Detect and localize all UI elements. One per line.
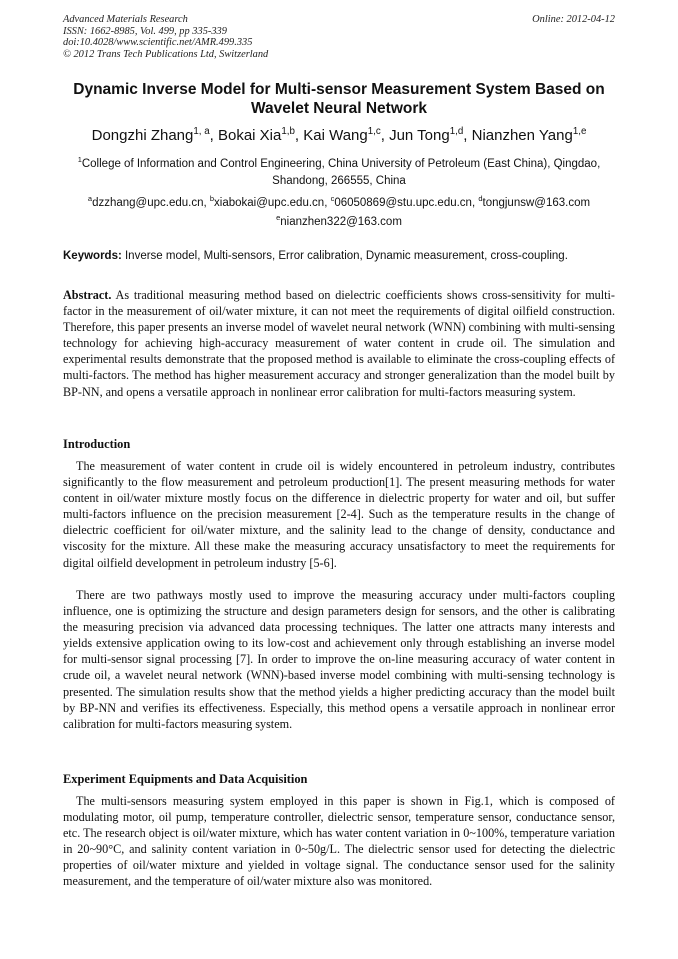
author: Kai Wang$^{1,c}$, <box>303 126 390 144</box>
keywords-text: Inverse model, Multi-sensors, Error calibration, Dynamic measurement, cross-coupling. <box>121 250 568 262</box>
email-row: $^a$dzzhang@upc.edu.cn, $^b$xiabokai@upc.edu.cn, $^c$06050869@stu.upc.edu.cn, $^d$tongjunsw@163.com <box>87 194 591 209</box>
introduction-heading: Introduction <box>63 437 131 451</box>
introduction-paragraph-1: The measurement of water content in crude oil is widely encountered in petroleum industry, contributes significantly to the flow measurement and petroleum production[1]. The present measuring methods for water content in oil/water mixture mostly focus on the difference in dielectric property for water and oil, but suffer multi-factors influence on the precision measurement [2-4]. Such as the temperature results in the change of dielectric coefficient for oil/water mixture, and the salinity lead to the change of density, conductance and viscosity for the mixture. All these make the measuring accuracy unsatisfactory to meet the requirements for digital oilfield development in petroleum industry [5-6]. <box>63 459 615 570</box>
journal-name: Advanced Materials Research <box>63 14 188 25</box>
keywords-label: Keywords: <box>63 250 122 262</box>
author: Dongzhi Zhang$^{1, a}$, <box>91 126 218 144</box>
experiment-paragraph-1: The multi-sensors measuring system employed in this paper is shown in Fig.1, which is composed of modulating motor, oil pump, temperature controller, dielectric sensor, temperature sensor, conductance sensor, etc. The research object is oil/water mixture, which has water content variation in 0~100%, temperature variation in 20~90°C, and salinity content variation in 0~50g/L. The dielectric sensor used for detecting the dielectric properties of oil/water mixture and yielded in voltage signal. The conductance sensor used for the salinity measurement, and the temperature of oil/water mixture also was monitored. <box>63 794 615 889</box>
abstract-text: As traditional measuring method based on dielectric coefficients shows cross-sensitivity for multi-factor in the measurement of oil/water mixture, it can not meet the requirements of digital oilfield construction. Therefore, this paper presents an inverse model of wavelet neural network (WNN) combining with multi-sensing technology for achieving high-accuracy measurement of water content in crude oil. The simulation and experimental results demonstrate that the proposed method is available to eliminate the cross-coupling effects of multi-factors. The method has higher measurement accuracy and stronger generalization than the model built by BP-NN, and opens a versatile approach in nonlinear error calibration for multi-factors measuring system. <box>63 288 615 399</box>
email[interactable]: $^b$xiabokai@upc.edu.cn <box>209 194 325 209</box>
affiliation: $^1$College of Information and Control Engineering, China University of Petroleum (East China), Qingdao, Shandong, 266555, China <box>77 155 601 187</box>
journal-header <box>63 14 615 60</box>
author-list <box>40 126 638 146</box>
email[interactable]: $^d$tongjunsw@163.com <box>478 194 591 209</box>
experiment-heading: Experiment Equipments and Data Acquisition <box>63 772 308 786</box>
paper-title: Dynamic Inverse Model for Multi-sensor Measurement System Based on Wavelet Neural Network <box>73 81 605 117</box>
issn-line: ISSN: 1662-8985, Vol. 499, pp 335-339 <box>63 25 227 37</box>
email[interactable]: $^e$nianzhen322@163.com <box>276 213 402 228</box>
online-date: Online: 2012-04-12 <box>532 14 615 25</box>
author: Jun Tong$^{1,d}$, <box>389 126 472 144</box>
email[interactable]: $^a$dzzhang@upc.edu.cn <box>87 194 204 209</box>
abstract <box>63 287 615 400</box>
email[interactable]: $^c$06050869@stu.upc.edu.cn <box>330 194 472 209</box>
abstract-label: Abstract. <box>63 288 112 302</box>
keywords <box>63 249 623 263</box>
introduction-paragraph-2: There are two pathways mostly used to improve the measuring accuracy under multi-factors coupling influence, one is optimizing the structure and design parameters design for sensors, and the other is calibrating the measuring precision via advanced data processing techniques. The latter one attracts many interests and yields extensive application owing to its low-cost and achievement only through establishing an inverse model for multi-sensor signal processing [7]. In order to improve the on-line measuring accuracy of water content in crude oil, a wavelet neural network (WNN)-based inverse model combining with multi-sensing technology is presented. The simulation results show that the method yields a higher predicting accuracy than the model built by BP-NN and verifies its effectiveness. Especially, this method opens a versatile approach in nonlinear error calibration for multi-factors measuring system. <box>63 588 615 731</box>
author: Nianzhen Yang$^{1,e}$ <box>471 126 587 144</box>
author: Bokai Xia$^{1,b}$, <box>217 126 304 144</box>
email-list <box>40 194 638 232</box>
copyright-line: © 2012 Trans Tech Publications Ltd, Switzerland <box>63 48 269 60</box>
doi-line: doi:10.4028/www.scientific.net/AMR.499.335 <box>63 37 253 49</box>
email-row <box>40 213 638 232</box>
